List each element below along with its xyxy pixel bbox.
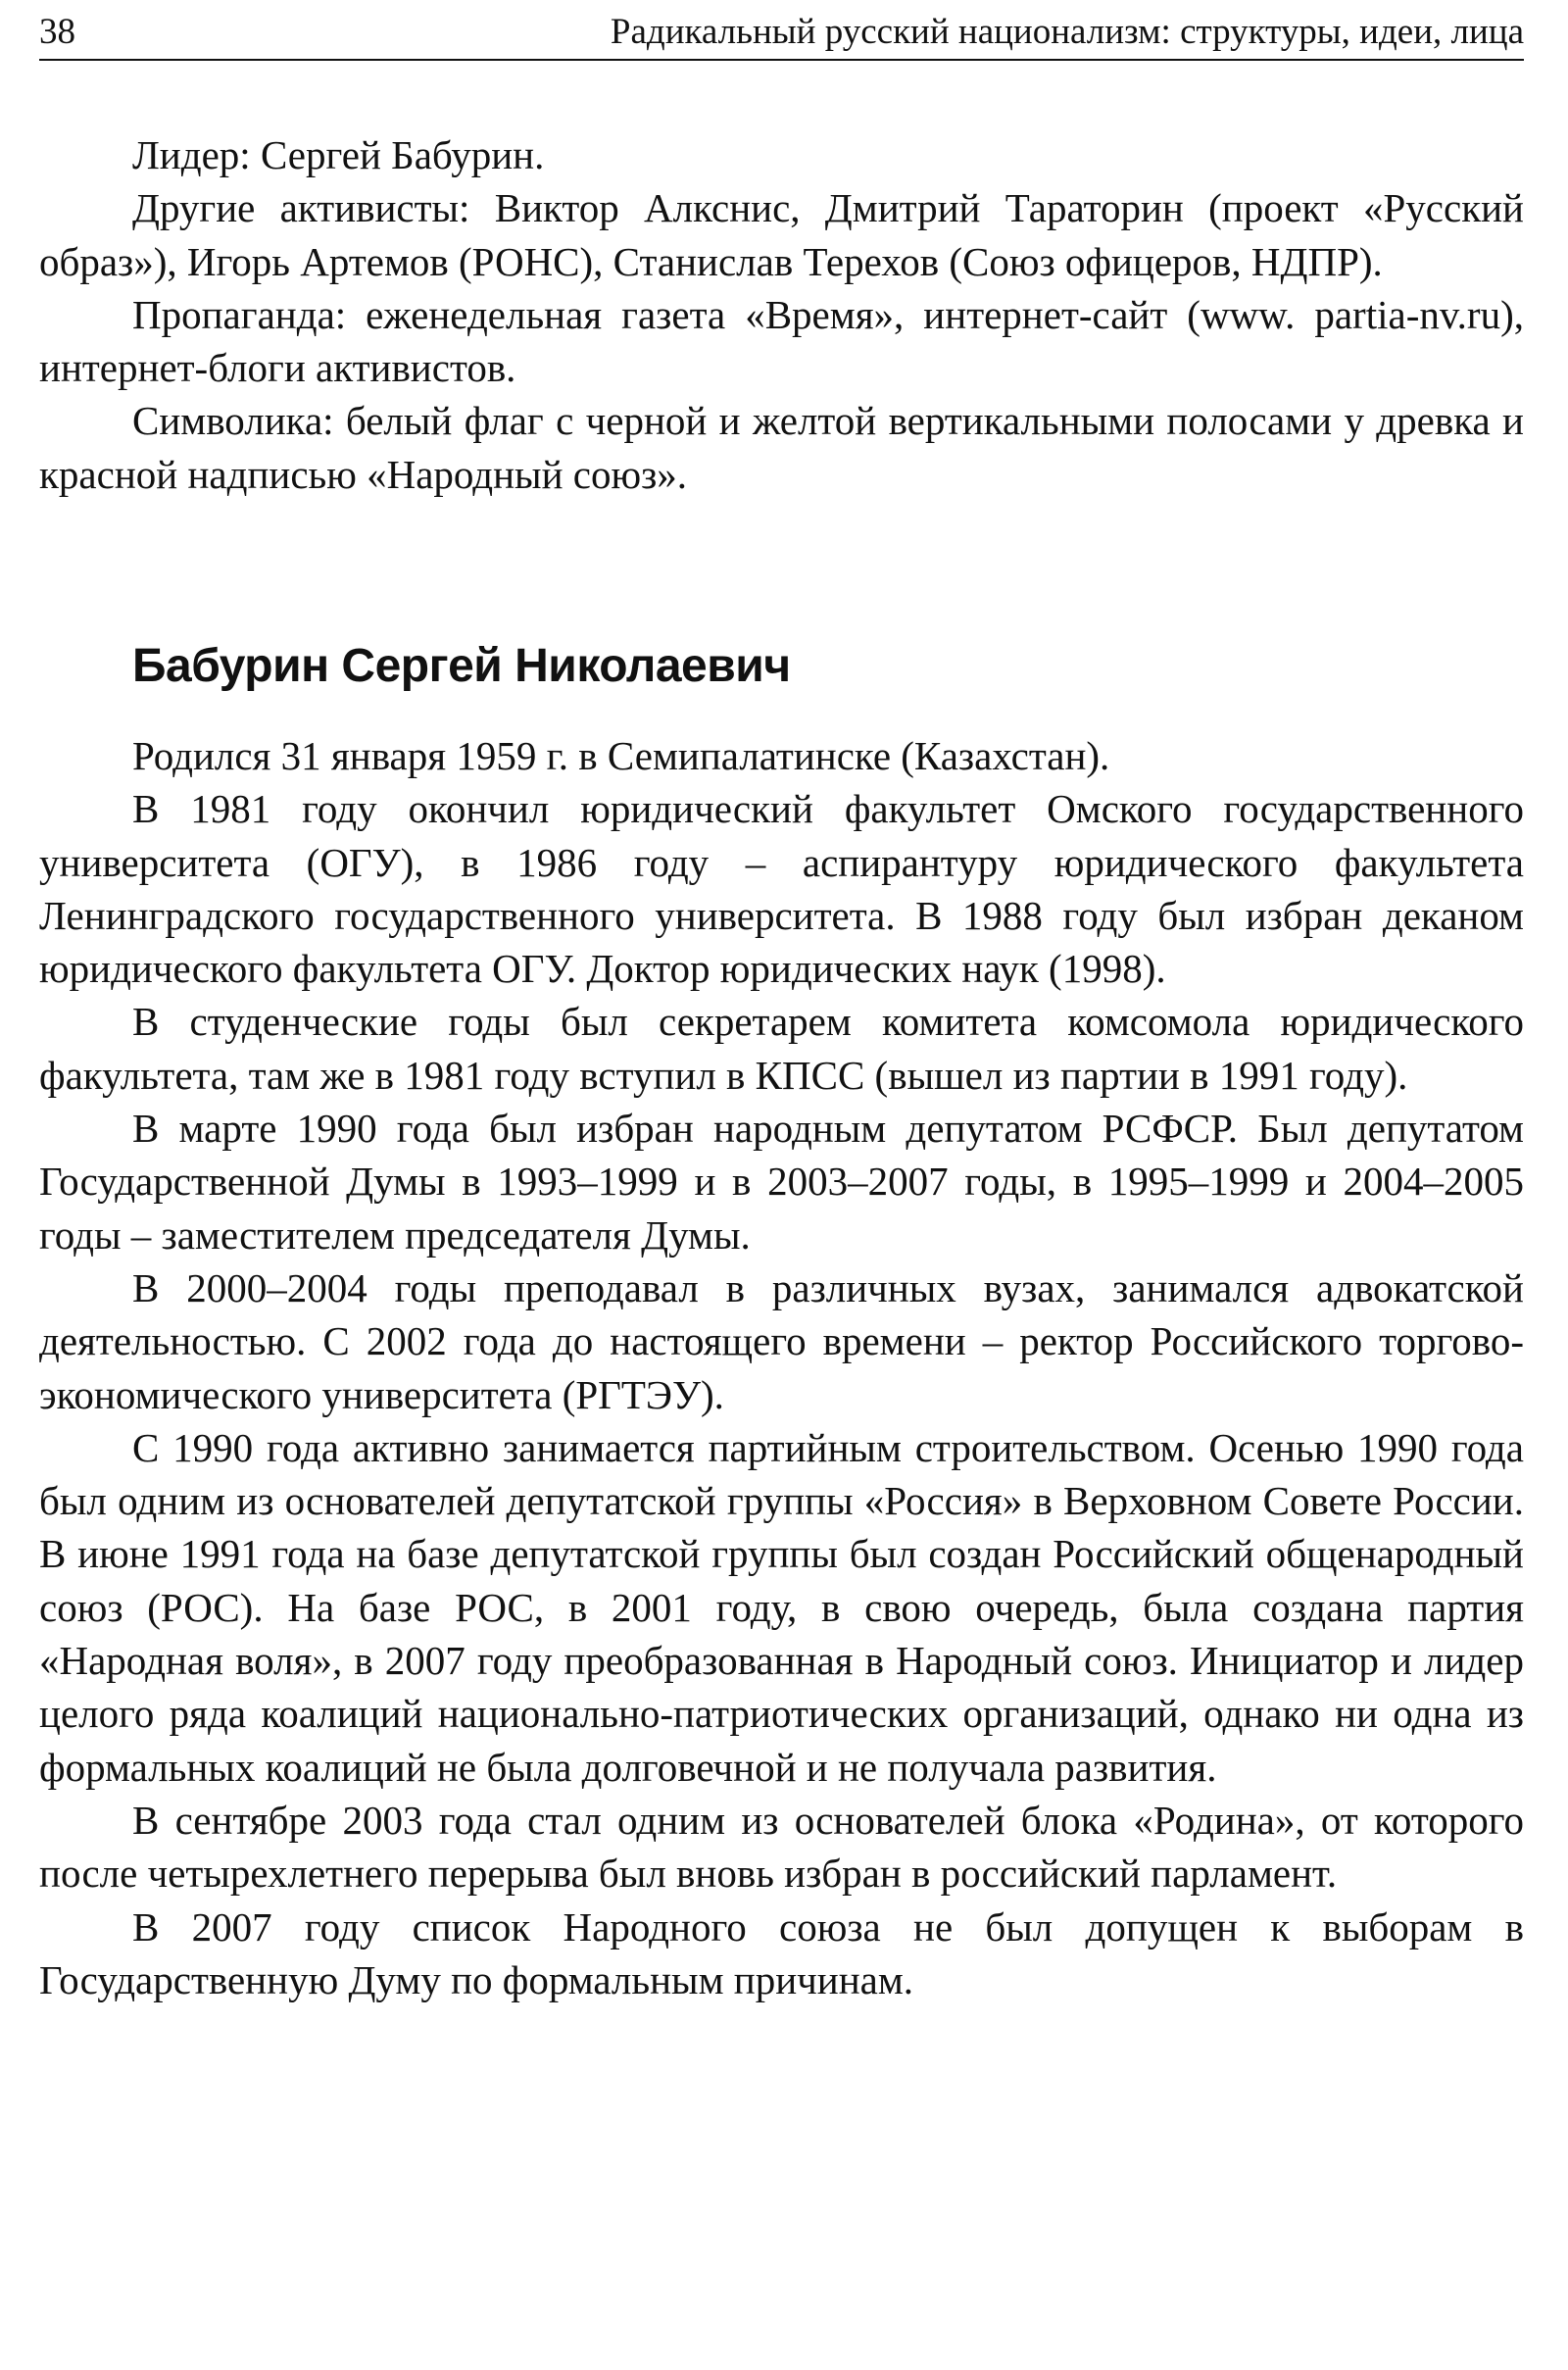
page-number: 38 <box>39 12 75 52</box>
biography-paragraph: В студенческие годы был секретарем комитета комсомола юридического факультета, там же в 1981 году вступил в КПСС (вышел из партии в 1991 году). <box>39 999 1524 1098</box>
biography-block <box>39 729 1524 2006</box>
biography-paragraph: В 1981 году окончил юридический факультет Омского государственного университета (ОГУ), в 1986 году – аспирантуру юридического факультета Ленинградского государственного университета. В 1988 году был избран деканом юридического факультета ОГУ. Доктор юридических наук (1998). <box>39 786 1524 992</box>
section-heading: Бабурин Сергей Николаевич <box>132 640 791 692</box>
party-propaganda-paragraph: Пропаганда: еженедельная газета «Время», интернет-сайт (www. partia-nv.ru), интернет-блоги активистов. <box>39 291 1524 391</box>
biography-paragraph: Родился 31 января 1959 г. в Семипалатинске (Казахстан). <box>132 733 1110 778</box>
biography-paragraph: С 1990 года активно занимается партийным строительством. Осенью 1990 года был одним из основателей депутатской группы «Россия» в Верховном Совете России. В июне 1991 года на базе депутатской группы был создан Российский общенародный союз (РОС). На базе РОС, в 2001 году, в свою очередь, была создана партия «Народная воля», в 2007 году преобразованная в Народный союз. Инициатор и лидер целого ряда коалиций национально-патриотических организаций, однако ни одна из формальных коалиций не была долговечной и не получала развития. <box>39 1424 1524 1790</box>
biography-paragraph: В марте 1990 года был избран народным депутатом РСФСР. Был депутатом Государственной Думы в 1993–1999 и в 2003–2007 годы, в 1995–1999 и 2004–2005 годы – заместителем председателя Думы. <box>39 1106 1524 1258</box>
biography-paragraph: В 2007 году список Народного союза не был допущен к выборам в Государственную Думу по формальным причинам. <box>39 1903 1524 2002</box>
party-leader-paragraph: Лидер: Сергей Бабурин. <box>132 132 545 177</box>
running-header <box>39 0 1524 61</box>
party-activists-paragraph: Другие активисты: Виктор Алкснис, Дмитрий Тараторин (проект «Русский образ»), Игорь Артемов (РОНС), Станислав Терехов (Союз офицеров, НДПР). <box>39 185 1524 284</box>
running-title: Радикальный русский национализм: структуры, идеи, лица <box>610 12 1524 52</box>
party-info-block <box>39 128 1524 501</box>
biography-paragraph: В сентябре 2003 года стал одним из основателей блока «Родина», от которого после четырехлетнего перерыва был вновь избран в российский парламент. <box>39 1797 1524 1897</box>
party-symbols-paragraph: Символика: белый флаг с черной и желтой вертикальными полосами у древка и красной надписью «Народный союз». <box>39 398 1524 497</box>
biography-paragraph: В 2000–2004 годы преподавал в различных вузах, занимался адвокатской деятельностью. С 2002 года до настоящего времени – ректор Российского торгово-экономического университета (РГТЭУ). <box>39 1264 1524 1417</box>
